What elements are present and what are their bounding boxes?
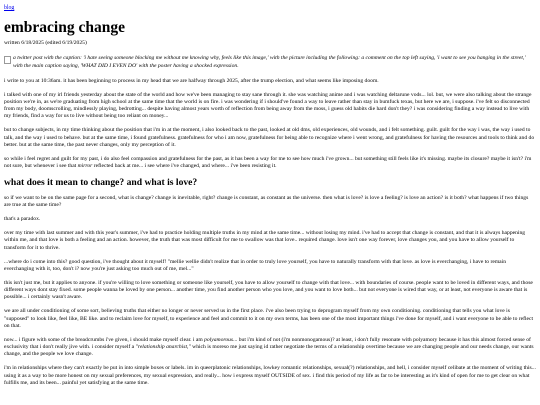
paragraph: i talked with one of my irl friends yesterday about the state of the world and how we've been managing to stay sane through it. she was watching anime and i was watching deltarune vods... lol. but, we were also talking about the strange position we're in, as we're graduating from high school at the same time that the world is on fire. i was wondering if i should've found a way to leave rather than stay in bumfuck texas, but here we are, i suppose. i've felt so disconnected from my body, doomscrolling, mindlessly playing, bedrotting... despite having almost years worth of reflection from being away from the moss, i guess old habits die hard don't they? i was considering finding a way instead to live with my friends, find a way for us to live without being too reliant on money... (4, 91, 532, 120)
paragraph: that's a paradox. (4, 216, 41, 223)
paragraph: ...where do i come into this? good question, i've thought about it myself! "mellie wellie didn't realize that in order to truly love yourself, you have to naturally transform with that love. as love is everchanging, i have to remain everchanging with it, too, don't i? now you're just asking too much out of me, mel..." (4, 258, 507, 272)
blog-link[interactable]: blog (4, 5, 15, 11)
paragraph: but to change subjects, in my time thinking about the position that i'm in at the moment, i also looked back to the past, looked at old dms, old experiences, old wounds, and i felt something. guilt. guilt for the way i was, the way i used to talk, and the way i used to behave. but at the same time, i found gratefulness. gratefulness for who i am now, gratefulness for being able to recognize where i went wrong, and gratefulness for having the resources and tools to think and do better. but at the same time, the past never changes, only my perception of it. (4, 127, 535, 148)
emphasis: mirror (77, 163, 93, 170)
paragraph: now... i figure with some of the breadcrumbs i've given, i should make myself clear. i am polyamorous... but i'm kind of not (i'm nonmonogamous)? at least, i don't fully resonate with polyamory because it has this almost forced sense of exclusivity that i don't really jive with. i consider myself a "relationship anarchist," which is moreso me just saying id rather negotiate the terms of a relationship overtime because we are changing people and our needs change, our wants change, and the people we love change. (4, 336, 534, 358)
post-image (4, 55, 536, 69)
emphasis: polyamorous (204, 336, 234, 343)
paragraph: so if we want to be on the same page for a second, what is change? change is inevitable, right? change is constant, as constant as the universe. then what is love? is love a feeling? is love an action? is it both? what happens if two things are true at the same time? (4, 194, 529, 208)
post-image-alt-text: a twitter post with the caption: 'i hate seeing someone blocking me without me knowing why, feels like this image,' with the picture including the following: a comment on the top left saying, 'i want to see you hanging in the street,' with the main caption saying, 'WHAT DID I EVEN DO' with the poster having a shocked expression. (13, 55, 526, 69)
post-title: embracing change (4, 19, 125, 37)
emphasis: "relationship anarchist," (135, 344, 191, 351)
broken-image-icon (4, 56, 11, 64)
paragraph: we are all under conditioning of some sort, believing truths that either no longer or never served us in the first place. i've also been trying to deprogram myself from my own conditioning. conditioning that tells you what love is "supposed" to look like, feel like, BE like. and to reclaim love for myself, to experience and feel and commit to it on my own terms, has been one of the most important things i've done for myself, and i want everyone to be able to reflect on that. (4, 308, 534, 329)
paragraph: i write to you at 10:36am. it has been beginning to process in my head that we are halfway through 2025, after the trump election, and what seems like imposing doom. (4, 77, 379, 84)
paragraph: so while i feel regret and guilt for my past, i do also feel compassion and gratefulness for the past, as it has been a way for me to see how much i've grown... but something still feels like it's missing. maybe its closure? maybe it isn't? i'm not sure, but whenever i see that mirror reflected back at me... i see where i've changed, and where... i've been resisting it. (4, 155, 532, 170)
paragraph: this isn't just me, but it applies to anyone. if you're willing to love something or someone like yourself, you have to allow yourself to change with that love... with boundaries of course. people want to be loved in different ways, and those different ways dont stay fixed. some people wanna be loved by one person... another time, you find another person who you love, and you want to love both... but not everyone is wired that way, or at least, not everyone is aware that is possible... i certainly wasn't aware. (4, 280, 533, 301)
post-byline: written 6/18/2025 (edited 6/19/2025) (4, 40, 87, 47)
top-nav (4, 5, 536, 12)
paragraph: over my time with last summer and with this year's summer, i've had to practice holding multiple truths in my mind at the same time... without losing my mind. i've had to accept that change is constant, and that it is always happening within me, and that love is both a feeling and an action. however, the truth that was most difficult for me to swallow was that love.. required change. love isn't one way forever, love changes you, and you have to allow yourself to transform for it to thrive. (4, 230, 526, 251)
paragraph: i'm in relationships where they can't exactly be put in into simple boxes or labels. im in queerplatonic relationships, lowkey romantic relationships, sexual(?) relationships, and hell, i consider myself celibate at the moment of writing this... using it as a way to be more honest on my sexual preferences, my sexual expression, and really... how i express myself OUTSIDE of sex. i find this period of my life as far to be interesting as it's kind of open for me to get clear on what fulfills me, and its been... painful yet satisfying at the same time. (4, 365, 536, 386)
section-heading: what does it mean to change? and what is love? (4, 177, 198, 189)
